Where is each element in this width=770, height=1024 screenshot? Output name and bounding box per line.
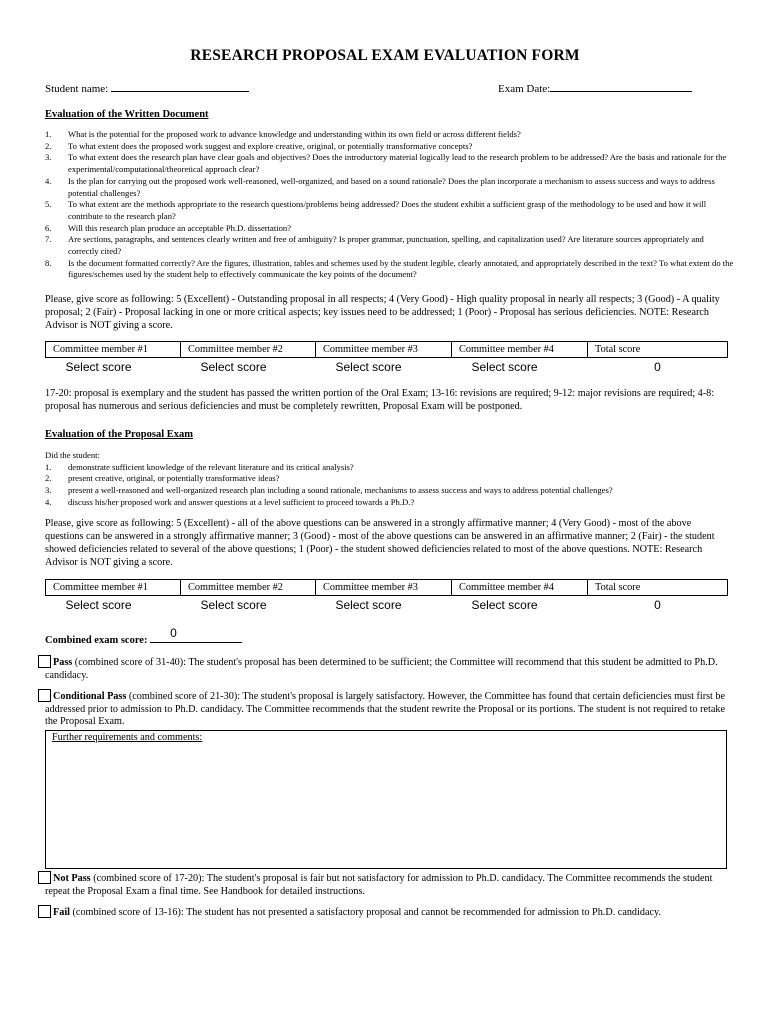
table-header-row [46, 580, 728, 596]
score-select-member-4[interactable]: Select score [471, 598, 538, 612]
score-select-member-2[interactable]: Select score [200, 598, 267, 612]
exam-intro: Did the student: [45, 450, 100, 460]
fail-option [45, 905, 729, 920]
list-item [45, 176, 735, 199]
list-item [45, 485, 735, 497]
written-score-table [45, 341, 728, 376]
question-text: To what extent are the methods appropriate to the research questions/problems being addressed? Does the student exhibit a sufficient grasp of the methodology to be used and how it will contribute to the research plan? [68, 199, 707, 221]
score-select-member-3[interactable]: Select score [335, 360, 402, 374]
written-outcome-text: 17-20: proposal is exemplary and the student has passed the written portion of the Oral Exam; 13-16: revisions are required; 9-12: major revisions are required; 4-8: proposal has numerous and serious deficiencies and must be completely rewritten, Proposal Exam will be postponed. [45, 388, 715, 412]
conditional-pass-title: Conditional Pass [53, 691, 127, 702]
combined-score-field [150, 626, 242, 643]
conditional-pass-option [45, 689, 729, 729]
question-text: demonstrate sufficient knowledge of the relevant literature and its critical analysis? [68, 461, 354, 472]
not-pass-checkbox[interactable] [38, 871, 51, 884]
exam-date-field [498, 80, 692, 95]
form-title: RESEARCH PROPOSAL EXAM EVALUATION FORM [190, 47, 580, 64]
table-row [46, 596, 728, 615]
question-text: present a well-reasoned and well-organized research plan including a sound rationale, mechanisms to assess success and ways to address potential challenges? [68, 485, 613, 496]
list-item [45, 258, 735, 281]
list-item [45, 199, 735, 222]
question-number: 1. [45, 129, 52, 139]
fail-text: (combined score of 13-16): The student has not presented a satisfactory proposal and cannot be recommended for admission to Ph.D. candidacy. [69, 907, 661, 918]
list-item [45, 473, 735, 485]
written-question-list [45, 129, 735, 281]
question-number: 3. [45, 152, 52, 163]
student-name-field [45, 80, 249, 95]
score-select-member-4[interactable]: Select score [471, 360, 538, 374]
column-header: Total score [588, 580, 728, 596]
list-item [45, 152, 735, 175]
pass-title: Pass [53, 657, 73, 668]
exam-date-label: Exam Date: [498, 83, 551, 95]
fail-checkbox[interactable] [38, 905, 51, 918]
comments-textarea[interactable] [48, 746, 726, 868]
table-header-row [46, 342, 728, 358]
exam-section-heading: Evaluation of the Proposal Exam [45, 429, 193, 440]
question-text: present creative, original, or potentially transformative ideas? [68, 473, 280, 484]
exam-score-instructions: Please, give score as following: 5 (Excellent) - all of the above questions can be answered in a strongly affirmative manner; 4 (Very Good) - most of the above questions can be answered in a strongly affirmative manner; 3 (Good) - most of the above questions can be answered in an affirmative manner; 2 (Fair) - the student showed deficiencies related to several of the above questions; 1 (Poor) - the student showed deficiencies related to most of the above questions. NOTE: Research Advisor is NOT giving a score. [45, 518, 715, 568]
list-item [45, 141, 735, 153]
fail-title: Fail [53, 907, 70, 918]
combined-score-label: Combined exam score: [45, 635, 148, 646]
combined-score-row [45, 626, 242, 646]
combined-score-value: 0 [170, 626, 177, 640]
score-select-member-1[interactable]: Select score [65, 598, 132, 612]
list-item [45, 497, 735, 509]
question-number: 2. [45, 140, 52, 151]
question-text: What is the potential for the proposed work to advance knowledge and understanding within its own field or across different fields? [68, 129, 521, 139]
question-text: Will this research plan produce an acceptable Ph.D. dissertation? [68, 222, 292, 233]
question-text: discuss his/her proposed work and answer questions at a level sufficient to proceed towards a Ph.D.? [68, 496, 415, 507]
student-name-input[interactable] [111, 80, 249, 92]
question-number: 5. [45, 199, 52, 210]
question-text: To what extent does the proposed work suggest and explore creative, original, or potentially transformative concepts? [68, 140, 473, 151]
pass-text: (combined score of 31-40): The student's proposal has been determined to be sufficient; the Committee will recommend that this student be admitted to Ph.D. candidacy. [45, 657, 718, 681]
exam-score-table [45, 579, 728, 614]
table-row [46, 358, 728, 377]
list-item [45, 223, 735, 235]
not-pass-option [45, 871, 729, 898]
question-number: 6. [45, 222, 52, 233]
not-pass-title: Not Pass [53, 873, 91, 884]
column-header: Committee member #3 [316, 342, 452, 358]
score-select-member-2[interactable]: Select score [200, 360, 267, 374]
question-text: To what extent does the research plan have clear goals and objectives? Does the introductory material logically lead to the research problem to be addressed? Are the basis and rationale for the experimental/computational/theoretical approach clear? [68, 152, 727, 175]
column-header: Committee member #1 [46, 342, 181, 358]
conditional-pass-text: (combined score of 21-30): The student's proposal is largely satisfactory. However, the Committee has found that certain deficiencies must first be addressed prior to admission to Ph.D. candidacy. The Committee recommends that the student rewrite the Proposal or its portions. The student is not required to retake the Proposal Exam. [45, 691, 726, 727]
student-name-label: Student name: [45, 83, 109, 95]
list-item [45, 462, 735, 474]
score-select-member-1[interactable]: Select score [65, 360, 132, 374]
written-score-instructions: Please, give score as following: 5 (Excellent) - Outstanding proposal in all respects; 4 (Very Good) - High quality proposal in nearly all respects; 3 (Good) - A quality proposal; 2 (Fair) - Proposal lacking in one or more critical aspects; key issues need to be addressed; 1 (Poor) - Proposal has serious deficiencies. NOTE: Research Advisor is NOT giving a score. [45, 294, 720, 331]
question-text: Is the plan for carrying out the proposed work well-reasoned, well-organized, and based on a sound rationale? Does the plan incorporate a mechanism to assess success and ways to address potential challenges? [68, 175, 715, 198]
question-number: 4. [45, 496, 52, 507]
list-item [45, 234, 735, 257]
written-section-heading: Evaluation of the Written Document [45, 109, 209, 120]
score-select-member-3[interactable]: Select score [335, 598, 402, 612]
question-number: 3. [45, 485, 52, 496]
list-item [45, 129, 735, 141]
not-pass-text: (combined score of 17-20): The student's proposal is fair but not satisfactory for admission to Ph.D. candidacy. The Committee recommends the student repeat the Proposal Exam a final time. See Handbook for detailed instructions. [45, 873, 713, 897]
pass-option [45, 655, 729, 682]
question-number: 1. [45, 461, 52, 472]
question-number: 8. [45, 257, 52, 268]
conditional-pass-checkbox[interactable] [38, 689, 51, 702]
question-number: 2. [45, 473, 52, 484]
exam-date-input[interactable] [550, 80, 692, 92]
column-header: Committee member #2 [181, 580, 316, 596]
comments-label: Further requirements and comments: [52, 732, 203, 743]
column-header: Committee member #3 [316, 580, 452, 596]
column-header: Committee member #2 [181, 342, 316, 358]
column-header: Committee member #4 [452, 580, 588, 596]
question-number: 7. [45, 234, 52, 245]
column-header: Total score [588, 342, 728, 358]
exam-question-list [45, 450, 735, 509]
pass-checkbox[interactable] [38, 655, 51, 668]
column-header: Committee member #4 [452, 342, 588, 358]
question-number: 4. [45, 175, 52, 186]
total-score-value: 0 [654, 598, 661, 612]
question-text: Are sections, paragraphs, and sentences clearly written and free of ambiguity? Is proper grammar, punctuation, spelling, and capitalization used? Are literature sources appropriately and correctly cited? [68, 234, 704, 257]
comments-box [45, 730, 727, 869]
column-header: Committee member #1 [46, 580, 181, 596]
total-score-value: 0 [654, 360, 661, 374]
question-text: Is the document formatted correctly? Are the figures, illustration, tables and schemes used by the student legible, clearly annotated, and appropriately described in the text? To what extent do the figures/schemes used by the student help to effectively communicate the key points of the document? [68, 257, 734, 280]
